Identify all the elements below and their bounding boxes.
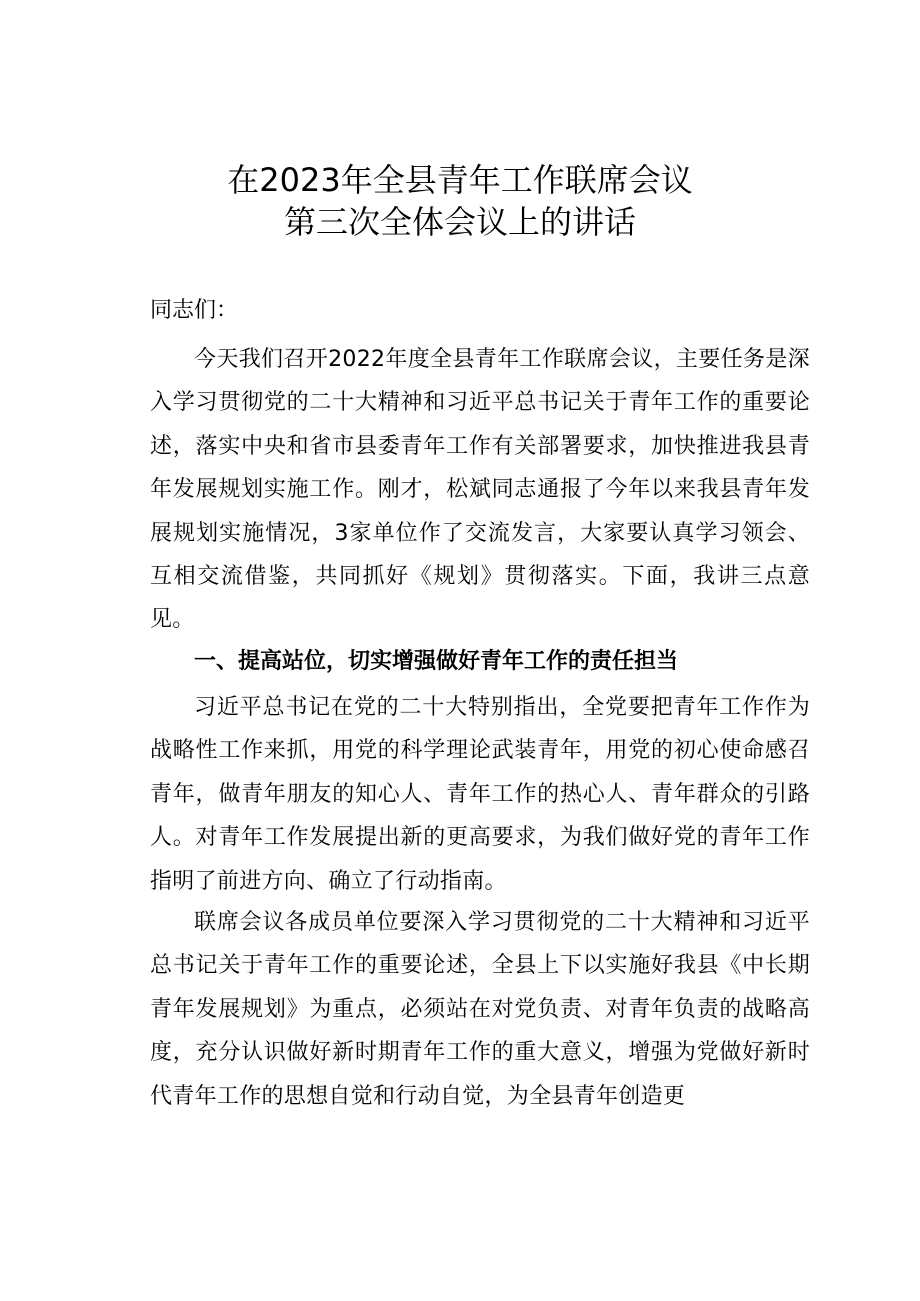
paragraph-section1-1: 习近平总书记在党的二十大特别指出，全党要把青年工作作为战略性工作来抓，用党的科学理论武装青年，用党的初心使命感召青年，做青年朋友的知心人、青年工作的热心人、青年群众的引路人。对青年工作发展提出新的更高要求，为我们做好党的青年工作指明了前进方向、确立了行动指南。 <box>150 695 810 894</box>
salutation: 同志们： <box>150 298 239 323</box>
paragraph-intro: 今天我们召开2022年度全县青年工作联席会议，主要任务是深入学习贯彻党的二十大精神和习近平总书记关于青年工作的重要论述，落实中央和省市县委青年工作有关部署要求，加快推进我县青年发展规划实施工作。刚才，松斌同志通报了今年以来我县青年发展规划实施情况，3家单位作了交流发言，大家要认真学习领会、互相交流借鉴，共同抓好《规划》贯彻落实。下面，我讲三点意见。 <box>150 347 810 633</box>
paragraph-section1-2: 联席会议各成员单位要深入学习贯彻党的二十大精神和习近平总书记关于青年工作的重要论述，全县上下以实施好我县《中长期青年发展规划》为重点，必须站在对党负责、对青年负责的战略高度，充分认识做好新时期青年工作的重大意义，增强为党做好新时代青年工作的思想自觉和行动自觉，为全县青年创造更 <box>150 910 810 1109</box>
document-title-line-2: 第三次全体会议上的讲话 <box>283 203 636 241</box>
document-title-line-1: 在2023年全县青年工作联席会议 <box>227 161 693 199</box>
section-heading-1: 一、提高站位，切实增强做好青年工作的责任担当 <box>194 649 679 674</box>
